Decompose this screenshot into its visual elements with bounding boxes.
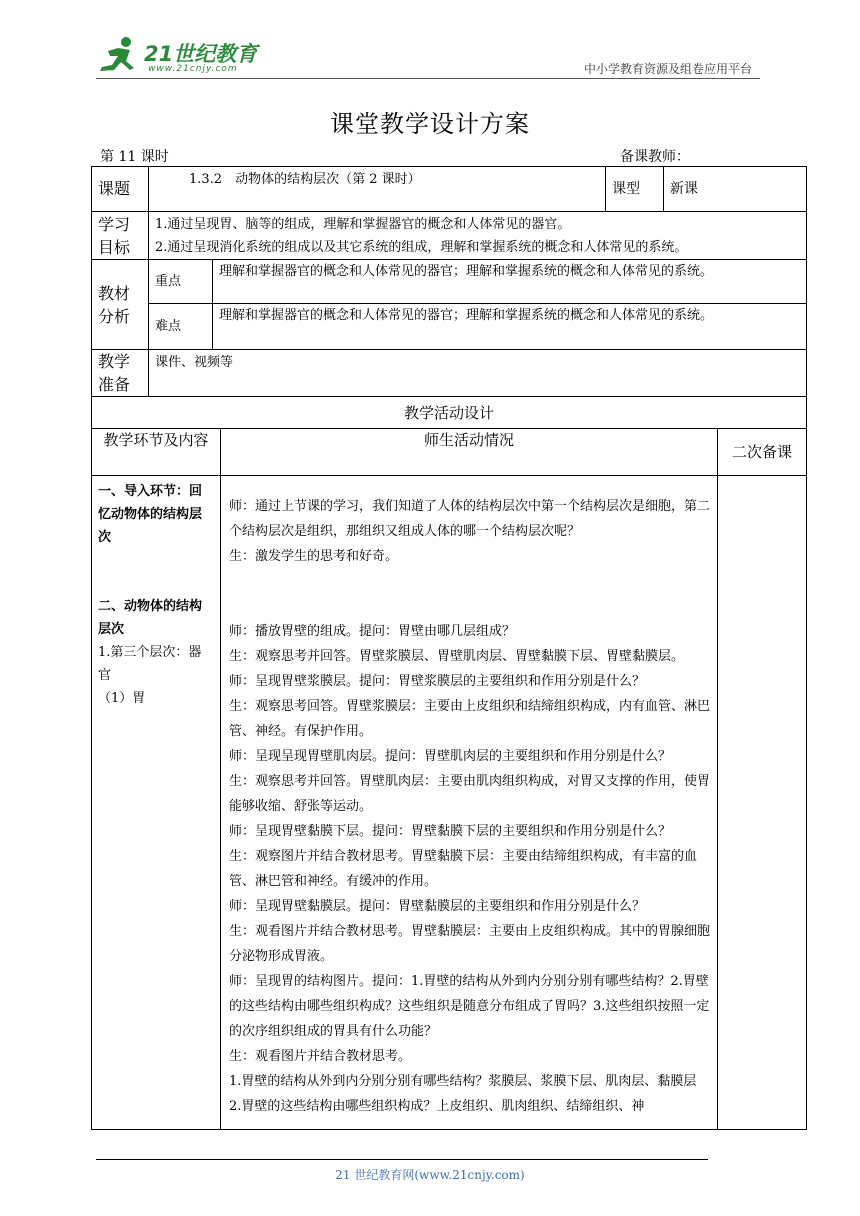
col-header-stage: 教学环节及内容 bbox=[92, 429, 221, 476]
footer-text: 21 世纪教育网(www.21cnjy.com) bbox=[335, 1168, 525, 1182]
goal-label: 学习目标 bbox=[92, 212, 149, 260]
col-header-activity: 师生活动情况 bbox=[221, 429, 718, 476]
topic-value: 1.3.2 动物体的结构层次（第 2 课时） bbox=[149, 167, 606, 212]
activity-line: 师：呈现胃壁黏膜下层。提问：胃壁黏膜下层的主要组织和作用分别是什么？ bbox=[229, 824, 672, 839]
difficult-point-label: 难点 bbox=[149, 304, 213, 350]
logo-url: www.21cnjy.com bbox=[148, 64, 238, 74]
prep-text: 课件、视频等 bbox=[149, 350, 807, 397]
stage-column bbox=[92, 476, 221, 1130]
stage-intro: 一、导入环节：回忆动物体的结构层次 bbox=[98, 484, 203, 545]
activity-line: 2.胃壁的这些结构由哪些组织构成？上皮组织、肌肉组织、结缔组织、神 bbox=[229, 1099, 645, 1114]
activity-line: 1.胃壁的结构从外到内分别分别有哪些结构？浆膜层、浆膜下层、肌肉层、黏膜层 bbox=[229, 1074, 697, 1089]
topic-label: 课题 bbox=[92, 167, 149, 212]
lesson-number: 第 11 课时 bbox=[100, 149, 169, 165]
activity-line: 生：观察思考回答。胃壁浆膜层：主要由上皮组织和结缔组织构成，内有血管、淋巴管、神经。有保护作用。 bbox=[229, 699, 711, 739]
activity-line: 师：呈现胃壁浆膜层。提问：胃壁浆膜层的主要组织和作用分别是什么？ bbox=[229, 674, 646, 689]
lesson-info-table bbox=[91, 166, 807, 429]
logo bbox=[96, 34, 266, 80]
prep-label: 教学准备 bbox=[92, 350, 149, 397]
page-header bbox=[0, 0, 860, 90]
runner-logo-icon bbox=[96, 34, 144, 80]
key-point-label: 重点 bbox=[149, 260, 213, 304]
activity-line: 生：观察思考并回答。胃壁浆膜层、胃壁肌肉层、胃壁黏膜下层、胃壁黏膜层。 bbox=[229, 649, 685, 664]
col-header-revision: 二次备课 bbox=[718, 429, 807, 476]
activity-line: 生：观看图片并结合教材思考。胃壁黏膜层：主要由上皮组织构成。其中的胃腺细胞分泌物形成胃液。 bbox=[229, 924, 711, 964]
activity-line: 师：呈现胃壁黏膜层。提问：胃壁黏膜层的主要组织和作用分别是什么？ bbox=[229, 899, 646, 914]
footer-divider bbox=[96, 1159, 708, 1160]
activity-line: 师：呈现胃的结构图片。提问：1.胃壁的结构从外到内分别分别有哪些结构？2.胃壁的这些结构由哪些组织构成？这些组织是随意分布组成了胃吗？3.这些组织按照一定的次序组织组成的胃具有什么功能？ bbox=[229, 974, 710, 1039]
teacher-label: 备课教师： bbox=[620, 149, 690, 165]
stage-stomach: （1）胃 bbox=[98, 691, 146, 706]
type-value: 新课 bbox=[664, 167, 807, 212]
stage-structure: 二、动物体的结构层次 bbox=[98, 599, 203, 637]
activity-line: 师：通过上节课的学习，我们知道了人体的结构层次中第一个结构层次是细胞，第二个结构层次是组织，那组织又组成人体的哪一个结构层次呢？ bbox=[229, 499, 711, 539]
activity-line: 生：激发学生的思考和好奇。 bbox=[229, 549, 399, 564]
goal-item: 1.通过呈现胃、脑等的组成，理解和掌握器官的概念和人体常见的器官。 bbox=[155, 216, 571, 232]
activity-column bbox=[221, 476, 718, 1130]
activity-line: 生：观看图片并结合教材思考。 bbox=[229, 1049, 412, 1064]
activity-line: 生：观察图片并结合教材思考。胃壁黏膜下层：主要由结缔组织构成，有丰富的血管、淋巴管和神经。有缓冲的作用。 bbox=[229, 849, 698, 889]
activity-line: 生：观察思考并回答。胃壁肌肉层：主要由肌肉组织构成，对胃又支撑的作用，使胃能够收缩、舒张等运动。 bbox=[229, 774, 711, 814]
platform-name: 中小学教育资源及组卷应用平台 bbox=[583, 62, 752, 76]
key-point-text: 理解和掌握器官的概念和人体常见的器官；理解和掌握系统的概念和人体常见的系统。 bbox=[213, 260, 807, 304]
goals-cell bbox=[149, 212, 807, 260]
logo-text: 21世纪教育 bbox=[144, 42, 258, 66]
type-label: 课型 bbox=[606, 167, 664, 212]
difficult-point-text: 理解和掌握器官的概念和人体常见的器官；理解和掌握系统的概念和人体常见的系统。 bbox=[213, 304, 807, 350]
header-divider bbox=[96, 78, 760, 79]
document-title: 课堂教学设计方案 bbox=[330, 110, 530, 138]
revision-column bbox=[718, 476, 807, 1130]
goal-item: 2.通过呈现消化系统的组成以及其它系统的组成，理解和掌握系统的概念和人体常见的系统。 bbox=[155, 239, 688, 255]
activity-table bbox=[91, 428, 807, 1130]
activity-section-title: 教学活动设计 bbox=[92, 397, 807, 429]
activity-line: 师：播放胃壁的组成。提问：胃壁由哪几层组成？ bbox=[229, 624, 516, 639]
activity-line: 师：呈现呈现胃壁肌肉层。提问：胃壁肌肉层的主要组织和作用分别是什么？ bbox=[229, 749, 672, 764]
analysis-label: 教材分析 bbox=[92, 260, 149, 350]
stage-organ: 1.第三个层次：器官 bbox=[98, 645, 202, 683]
